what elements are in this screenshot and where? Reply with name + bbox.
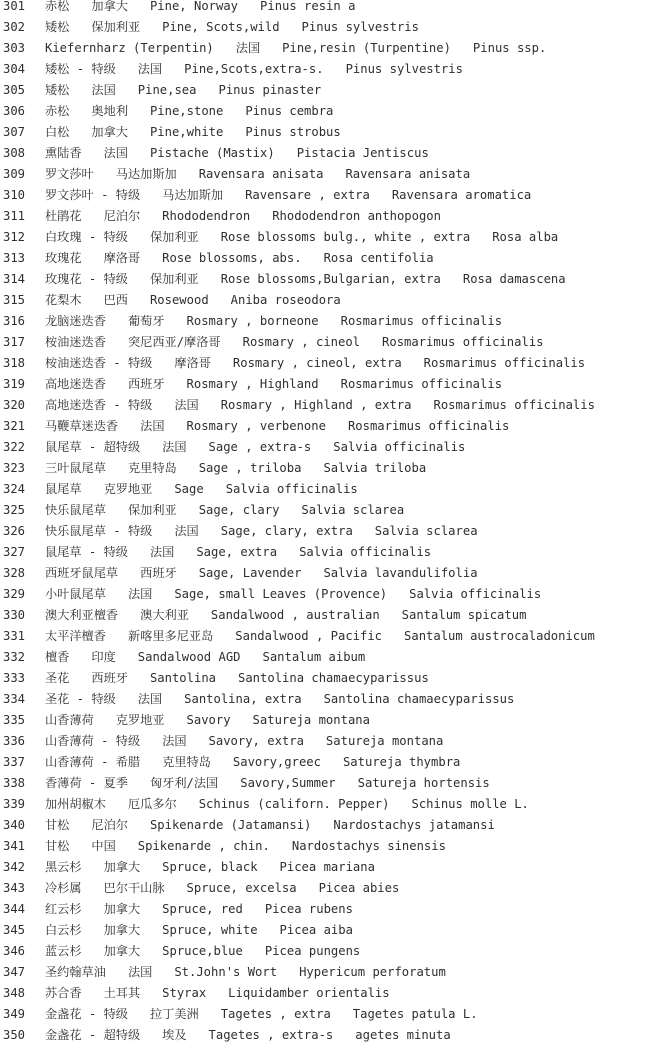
row-number: 340	[3, 818, 26, 832]
row-number: 314	[3, 272, 26, 286]
row-number: 312	[3, 230, 26, 244]
list-item	[0, 857, 667, 878]
row-text: 桉油迷迭香 突尼西亚/摩洛哥 Rosmary , cineol Rosmarimus officinalis	[45, 335, 544, 349]
row-text: 高地迷迭香 西班牙 Rosmary , Highland Rosmarimus officinalis	[45, 377, 503, 391]
row-number: 311	[3, 209, 26, 223]
list-item	[0, 437, 667, 458]
list-item	[0, 269, 667, 290]
row-number: 323	[3, 461, 26, 475]
row-text: 冷杉属 巴尔干山脉 Spruce, excelsa Picea abies	[45, 881, 400, 895]
row-text: 鼠尾草 - 特级 法国 Sage, extra Salvia officinalis	[45, 545, 432, 559]
list-item	[0, 353, 667, 374]
row-number: 346	[3, 944, 26, 958]
row-number: 329	[3, 587, 26, 601]
row-number: 309	[3, 167, 26, 181]
list-item	[0, 689, 667, 710]
list-item	[0, 80, 667, 101]
list-item	[0, 647, 667, 668]
row-number: 317	[3, 335, 26, 349]
row-text: Kiefernharz (Terpentin) 法国 Pine,resin (Turpentine) Pinus ssp.	[45, 41, 547, 55]
row-number: 315	[3, 293, 26, 307]
row-text: 马鞭草迷迭香 法国 Rosmary , verbenone Rosmarimus officinalis	[45, 419, 510, 433]
row-text: 苏合香 土耳其 Styrax Liquidamber orientalis	[45, 986, 390, 1000]
row-text: 花梨木 巴西 Rosewood Aniba roseodora	[45, 293, 341, 307]
row-text: 白玫瑰 - 特级 保加利亚 Rose blossoms bulg., white , extra Rosa alba	[45, 230, 559, 244]
list-item	[0, 500, 667, 521]
list-item	[0, 59, 667, 80]
row-text: 龙脑迷迭香 葡萄牙 Rosmary , borneone Rosmarimus officinalis	[45, 314, 503, 328]
list-item	[0, 185, 667, 206]
row-number: 303	[3, 41, 26, 55]
list-item	[0, 374, 667, 395]
list-item	[0, 332, 667, 353]
row-text: 快乐鼠尾草 保加利亚 Sage, clary Salvia sclarea	[45, 503, 405, 517]
row-text: 鼠尾草 - 超特级 法国 Sage , extra-s Salvia officinalis	[45, 440, 466, 454]
list-item	[0, 17, 667, 38]
row-number: 339	[3, 797, 26, 811]
row-text: 圣约翰草油 法国 St.John's Wort Hypericum perforatum	[45, 965, 446, 979]
list-item	[0, 458, 667, 479]
row-text: 山香薄荷 - 希腊 克里特岛 Savory,greec Satureja thymbra	[45, 755, 461, 769]
list-item	[0, 38, 667, 59]
list-item	[0, 1025, 667, 1046]
list-item	[0, 206, 667, 227]
list-item	[0, 227, 667, 248]
row-number: 338	[3, 776, 26, 790]
row-text: 三叶鼠尾草 克里特岛 Sage , triloba Salvia triloba	[45, 461, 427, 475]
row-text: 金盏花 - 特级 拉丁美洲 Tagetes , extra Tagetes patula L.	[45, 1007, 478, 1021]
list-item	[0, 248, 667, 269]
row-text: 黑云杉 加拿大 Spruce, black Picea mariana	[45, 860, 375, 874]
row-text: 香薄荷 - 夏季 匈牙利/法国 Savory,Summer Satureja hortensis	[45, 776, 490, 790]
row-number: 318	[3, 356, 26, 370]
row-text: 西班牙鼠尾草 西班牙 Sage, Lavender Salvia lavandulifolia	[45, 566, 478, 580]
list-item	[0, 773, 667, 794]
list-item	[0, 416, 667, 437]
row-number: 319	[3, 377, 26, 391]
list-item	[0, 542, 667, 563]
row-number: 321	[3, 419, 26, 433]
row-text: 玫瑰花 - 特级 保加利亚 Rose blossoms,Bulgarian, extra Rosa damascena	[45, 272, 566, 286]
list-item	[0, 143, 667, 164]
row-number: 301	[3, 0, 26, 13]
row-text: 鼠尾草 克罗地亚 Sage Salvia officinalis	[45, 482, 358, 496]
row-number: 305	[3, 83, 26, 97]
row-text: 白云杉 加拿大 Spruce, white Picea aiba	[45, 923, 353, 937]
list-item	[0, 1004, 667, 1025]
row-text: 高地迷迭香 - 特级 法国 Rosmary , Highland , extra Rosmarimus officinalis	[45, 398, 595, 412]
list-item	[0, 101, 667, 122]
row-number: 313	[3, 251, 26, 265]
row-number: 342	[3, 860, 26, 874]
list-item	[0, 752, 667, 773]
row-text: 桉油迷迭香 - 特级 摩洛哥 Rosmary , cineol, extra Rosmarimus officinalis	[45, 356, 586, 370]
list-item	[0, 731, 667, 752]
list-item	[0, 521, 667, 542]
list-item	[0, 584, 667, 605]
list-item	[0, 0, 667, 17]
row-text: 熏陆香 法国 Pistache (Mastix) Pistacia Jentiscus	[45, 146, 429, 160]
row-number: 349	[3, 1007, 26, 1021]
row-number: 324	[3, 482, 26, 496]
list-item	[0, 899, 667, 920]
row-text: 红云杉 加拿大 Spruce, red Picea rubens	[45, 902, 353, 916]
list-item	[0, 878, 667, 899]
list-item	[0, 563, 667, 584]
list-item	[0, 395, 667, 416]
row-number: 308	[3, 146, 26, 160]
list-item	[0, 290, 667, 311]
row-text: 罗文莎叶 马达加斯加 Ravensara anisata Ravensara anisata	[45, 167, 471, 181]
row-text: 澳大利亚檀香 澳大利亚 Sandalwood , australian Santalum spicatum	[45, 608, 527, 622]
row-number: 334	[3, 692, 26, 706]
row-number: 336	[3, 734, 26, 748]
row-number: 307	[3, 125, 26, 139]
list-item	[0, 164, 667, 185]
row-number: 322	[3, 440, 26, 454]
row-text: 圣花 - 特级 法国 Santolina, extra Santolina chamaecyparissus	[45, 692, 515, 706]
row-text: 甘松 尼泊尔 Spikenarde (Jatamansi) Nardostachys jatamansi	[45, 818, 495, 832]
list-item	[0, 311, 667, 332]
list-item	[0, 962, 667, 983]
row-number: 348	[3, 986, 26, 1000]
row-text: 圣花 西班牙 Santolina Santolina chamaecyparissus	[45, 671, 429, 685]
list-item	[0, 626, 667, 647]
list-item	[0, 983, 667, 1004]
row-text: 快乐鼠尾草 - 特级 法国 Sage, clary, extra Salvia sclarea	[45, 524, 478, 538]
row-text: 赤松 加拿大 Pine, Norway Pinus resin a	[45, 0, 356, 13]
row-text: 加州胡椒木 厄瓜多尔 Schinus (californ. Pepper) Schinus molle L.	[45, 797, 529, 811]
row-number: 331	[3, 629, 26, 643]
row-text: 檀香 印度 Sandalwood AGD Santalum aibum	[45, 650, 366, 664]
row-number: 320	[3, 398, 26, 412]
row-number: 304	[3, 62, 26, 76]
row-text: 甘松 中国 Spikenarde , chin. Nardostachys sinensis	[45, 839, 446, 853]
list-item	[0, 836, 667, 857]
list-item	[0, 479, 667, 500]
row-text: 太平洋檀香 新喀里多尼亚岛 Sandalwood , Pacific Santalum austrocaladonicum	[45, 629, 595, 643]
row-number: 330	[3, 608, 26, 622]
row-text: 罗文莎叶 - 特级 马达加斯加 Ravensare , extra Ravensara aromatica	[45, 188, 532, 202]
list-item	[0, 920, 667, 941]
row-text: 玫瑰花 摩洛哥 Rose blossoms, abs. Rosa centifolia	[45, 251, 434, 265]
row-number: 326	[3, 524, 26, 538]
list-item	[0, 941, 667, 962]
row-number: 335	[3, 713, 26, 727]
row-number: 332	[3, 650, 26, 664]
row-number: 337	[3, 755, 26, 769]
row-text: 白松 加拿大 Pine,white Pinus strobus	[45, 125, 341, 139]
row-number: 328	[3, 566, 26, 580]
row-number: 345	[3, 923, 26, 937]
row-text: 矮松 法国 Pine,sea Pinus pinaster	[45, 83, 322, 97]
row-number: 347	[3, 965, 26, 979]
row-number: 344	[3, 902, 26, 916]
row-text: 小叶鼠尾草 法国 Sage, small Leaves (Provence) Salvia officinalis	[45, 587, 542, 601]
row-text: 山香薄荷 克罗地亚 Savory Satureja montana	[45, 713, 370, 727]
row-text: 矮松 - 特级 法国 Pine,Scots,extra-s. Pinus sylvestris	[45, 62, 463, 76]
row-number: 350	[3, 1028, 26, 1042]
row-number: 310	[3, 188, 26, 202]
row-number: 343	[3, 881, 26, 895]
list-item	[0, 668, 667, 689]
list-item	[0, 710, 667, 731]
row-number: 302	[3, 20, 26, 34]
row-text: 蓝云杉 加拿大 Spruce,blue Picea pungens	[45, 944, 361, 958]
row-number: 316	[3, 314, 26, 328]
row-number: 333	[3, 671, 26, 685]
list-item	[0, 122, 667, 143]
row-number: 325	[3, 503, 26, 517]
list-item	[0, 815, 667, 836]
row-number: 306	[3, 104, 26, 118]
row-text: 杜鹃花 尼泊尔 Rhododendron Rhododendron anthopogon	[45, 209, 441, 223]
row-number: 341	[3, 839, 26, 853]
list-item	[0, 794, 667, 815]
row-number: 327	[3, 545, 26, 559]
list-item	[0, 605, 667, 626]
row-text: 金盏花 - 超特级 埃及 Tagetes , extra-s agetes minuta	[45, 1028, 451, 1042]
row-text: 赤松 奥地利 Pine,stone Pinus cembra	[45, 104, 334, 118]
row-text: 山香薄荷 - 特级 法国 Savory, extra Satureja montana	[45, 734, 444, 748]
row-text: 矮松 保加利亚 Pine, Scots,wild Pinus sylvestris	[45, 20, 419, 34]
